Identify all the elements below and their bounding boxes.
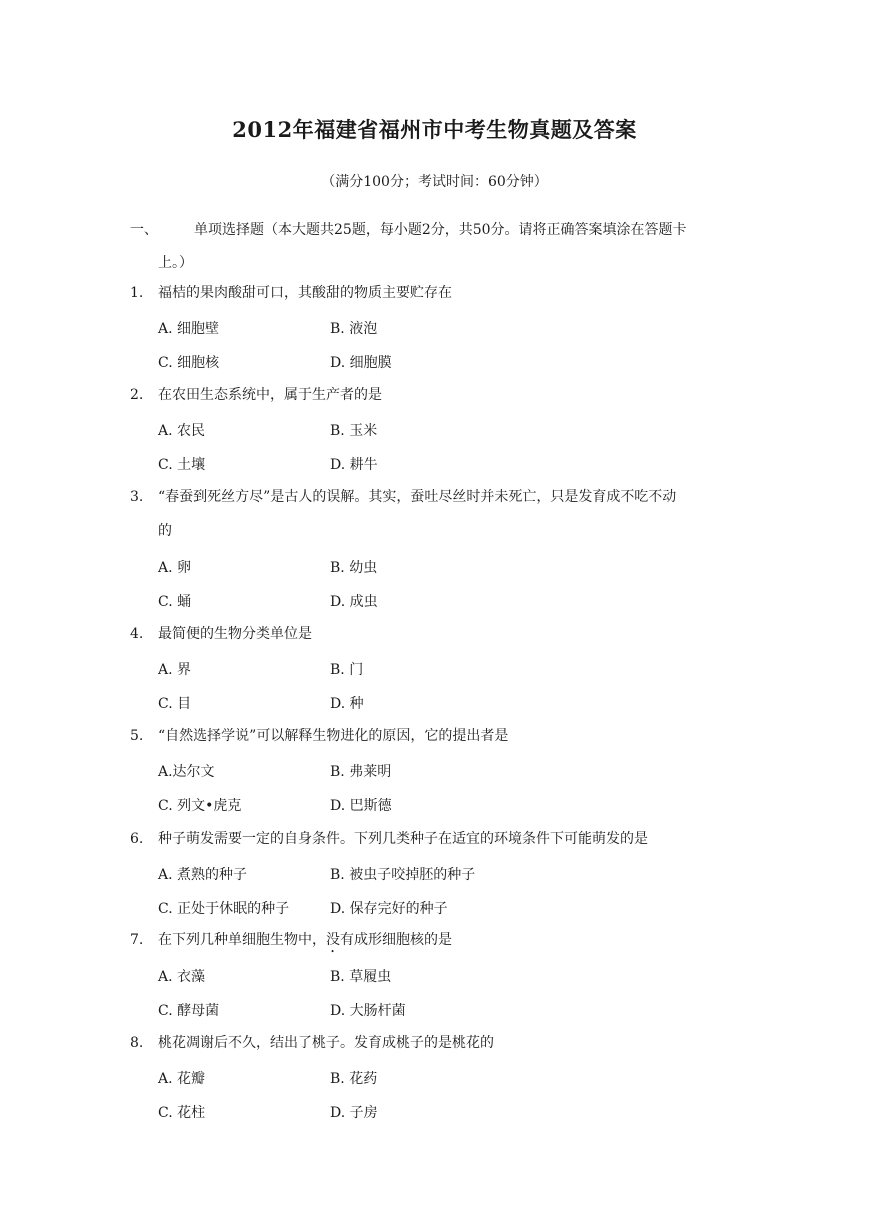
question-text: 桃花凋谢后不久，结出了桃子。发育成桃子的是桃花的 — [158, 1035, 494, 1051]
option-b: B. 花药 — [330, 1071, 378, 1087]
question-6 — [130, 822, 750, 856]
option-c: C. 蛹 — [158, 594, 192, 610]
question-1 — [130, 276, 750, 310]
option-c: C. 列文•虎克 — [158, 798, 242, 814]
question-number: 8. — [130, 1035, 144, 1051]
option-a: A. 细胞壁 — [158, 321, 220, 337]
question-number: 2. — [130, 387, 144, 403]
option-a: A.达尔文 — [158, 764, 215, 780]
question-text: 在农田生态系统中，属于生产者的是 — [158, 387, 382, 403]
question-number: 7. — [130, 932, 144, 948]
question-7 — [130, 923, 750, 957]
option-d: D. 种 — [330, 696, 364, 712]
option-c: C. 正处于休眠的种子 — [158, 901, 290, 917]
question-number: 1. — [130, 285, 144, 301]
option-c: C. 土壤 — [158, 457, 206, 473]
option-c: C. 细胞核 — [158, 355, 220, 371]
option-b: B. 幼虫 — [330, 560, 378, 576]
option-d: D. 成虫 — [330, 594, 378, 610]
section-text-line1: 单项选择题（本大题共25题，每小题2分，共50分。请将正确答案填涂在答题卡 — [194, 222, 687, 238]
option-a: A. 衣藻 — [158, 969, 206, 985]
question-4 — [130, 617, 750, 651]
option-c: C. 目 — [158, 696, 192, 712]
question-text-cont: 的 — [158, 523, 172, 539]
question-text: 最简便的生物分类单位是 — [158, 626, 312, 642]
question-3 — [130, 480, 750, 548]
section-number: 一、 — [130, 222, 158, 238]
option-d: D. 耕牛 — [330, 457, 378, 473]
option-a: A. 农民 — [158, 423, 206, 439]
question-text — [130, 923, 750, 957]
question-8 — [130, 1026, 750, 1060]
option-b: B. 被虫子咬掉胚的种子 — [330, 867, 476, 883]
question-text: 种子萌发需要一定的自身条件。下列几类种子在适宜的环境条件下可能萌发的是 — [158, 831, 648, 847]
option-b: B. 门 — [330, 662, 364, 678]
question-text-part: 有成形细胞核的是 — [340, 932, 452, 948]
question-number: 5. — [130, 728, 144, 744]
option-b: B. 弗莱明 — [330, 764, 392, 780]
question-text: “自然选择学说”可以解释生物进化的原因，它的提出者是 — [158, 728, 509, 744]
option-b: B. 草履虫 — [330, 969, 392, 985]
question-text: 福桔的果肉酸甜可口，其酸甜的物质主要贮存在 — [158, 285, 452, 301]
option-d: D. 细胞膜 — [330, 355, 392, 371]
page-title: 2012年福建省福州市中考生物真题及答案 — [232, 117, 637, 142]
section-text-line2: 上。） — [158, 255, 193, 271]
option-d: D. 巴斯德 — [330, 798, 392, 814]
question-text: “春蚕到死丝方尽”是古人的误解。其实，蚕吐尽丝时并未死亡，只是发育成不吃不动 — [158, 489, 677, 505]
emphasized-word: 没 — [326, 932, 340, 948]
option-d: D. 大肠杆菌 — [330, 1003, 406, 1019]
option-a: A. 花瓣 — [158, 1071, 206, 1087]
option-a: A. 卵 — [158, 560, 192, 576]
question-2 — [130, 378, 750, 412]
exam-info: （满分100分；考试时间：60分钟） — [321, 174, 548, 190]
option-d: D. 保存完好的种子 — [330, 901, 448, 917]
option-b: B. 玉米 — [330, 423, 378, 439]
question-number: 3. — [130, 489, 144, 505]
option-a: A. 煮熟的种子 — [158, 867, 248, 883]
question-5 — [130, 719, 750, 753]
question-number: 4. — [130, 626, 144, 642]
option-b: B. 液泡 — [330, 321, 378, 337]
option-c: C. 酵母菌 — [158, 1003, 220, 1019]
section-heading — [130, 214, 750, 280]
option-d: D. 子房 — [330, 1105, 378, 1121]
question-text-part: 在下列几种单细胞生物中， — [158, 932, 326, 948]
question-number: 6. — [130, 831, 144, 847]
option-c: C. 花柱 — [158, 1105, 206, 1121]
option-a: A. 界 — [158, 662, 192, 678]
